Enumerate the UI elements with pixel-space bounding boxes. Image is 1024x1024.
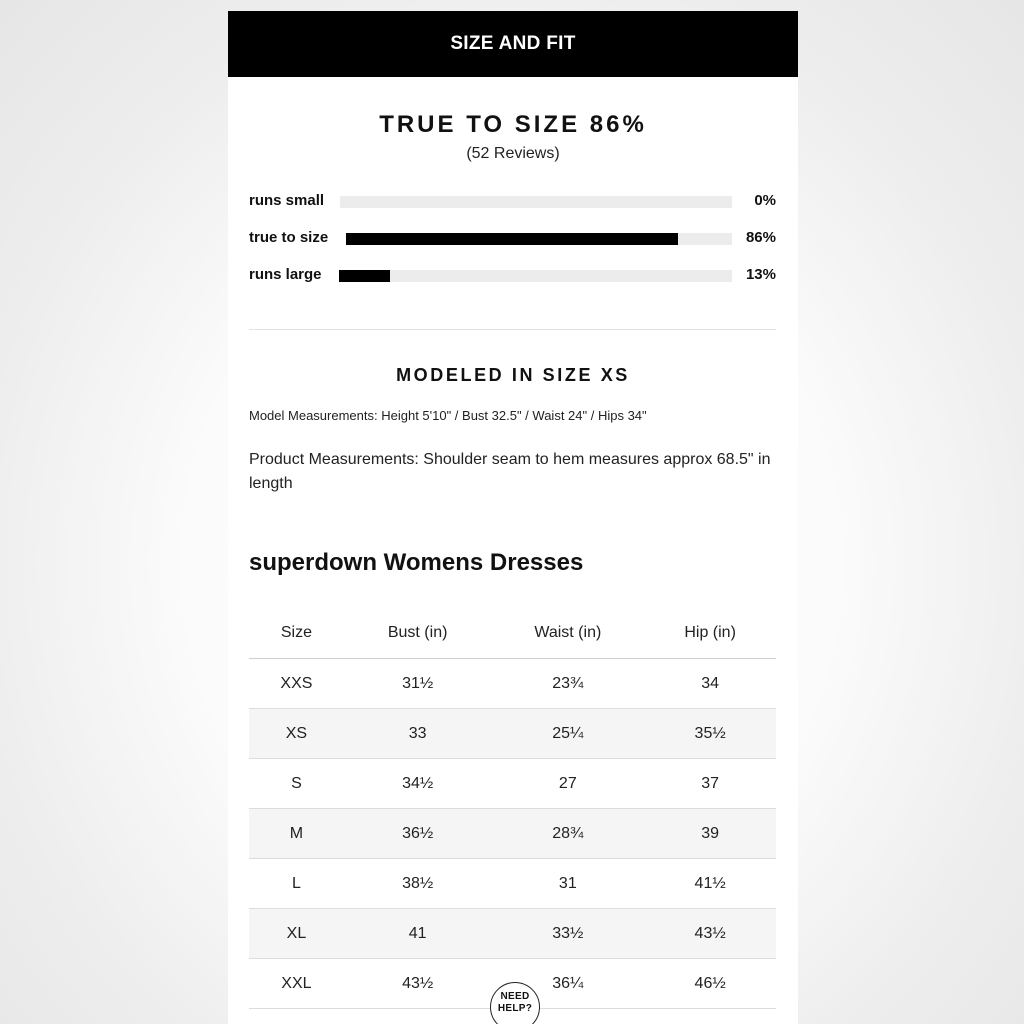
fit-row-label: true to size <box>249 229 329 246</box>
cell-waist: 27 <box>491 759 644 809</box>
column-header-waist: Waist (in) <box>491 608 644 659</box>
cell-size: M <box>249 809 344 859</box>
fit-bar-track <box>340 196 732 208</box>
fit-row-runs-small <box>249 191 776 211</box>
cell-size: XL <box>249 909 344 959</box>
need-help-button[interactable]: NEED HELP? <box>490 982 540 1024</box>
cell-hip: 34 <box>644 659 776 709</box>
cell-size: XS <box>249 709 344 759</box>
fit-row-runs-large <box>249 265 776 285</box>
size-chart-title: superdown Womens Dresses <box>249 549 584 576</box>
cell-hip: 43½ <box>644 909 776 959</box>
cell-bust: 33 <box>344 709 492 759</box>
cell-waist: 25¼ <box>491 709 644 759</box>
cell-hip: 37 <box>644 759 776 809</box>
cell-bust: 34½ <box>344 759 492 809</box>
table-row <box>249 809 776 859</box>
cell-waist: 31 <box>491 859 644 909</box>
fit-bar-fill <box>339 270 390 282</box>
fit-bar-fill <box>346 233 678 245</box>
column-header-hip: Hip (in) <box>644 608 776 659</box>
fit-row-percent: 0% <box>754 192 776 209</box>
size-and-fit-panel <box>228 11 798 1024</box>
fit-row-true-to-size <box>249 228 776 248</box>
fit-row-label: runs large <box>249 266 322 283</box>
fit-row-percent: 13% <box>745 266 776 283</box>
table-row <box>249 759 776 809</box>
fit-bar-track <box>339 270 732 282</box>
cell-waist: 23¾ <box>491 659 644 709</box>
fit-row-label: runs small <box>249 192 325 209</box>
cell-size: S <box>249 759 344 809</box>
cell-hip: 46½ <box>644 959 776 1009</box>
fit-bar-track <box>346 233 732 245</box>
cell-size: L <box>249 859 344 909</box>
product-measurements: Product Measurements: Shoulder seam to hem measures approx 68.5" in length <box>249 451 771 492</box>
fit-summary-title: TRUE TO SIZE 86% <box>379 111 647 138</box>
size-chart-table <box>249 608 776 1009</box>
panel-header <box>228 11 798 77</box>
cell-bust: 43½ <box>344 959 492 1009</box>
cell-size: XXS <box>249 659 344 709</box>
modeled-size-title: MODELED IN SIZE XS <box>396 365 630 385</box>
table-row <box>249 659 776 709</box>
panel-title: SIZE AND FIT <box>450 33 576 54</box>
cell-bust: 31½ <box>344 659 492 709</box>
cell-waist: 28¾ <box>491 809 644 859</box>
column-header-size: Size <box>249 608 344 659</box>
table-row <box>249 909 776 959</box>
cell-hip: 41½ <box>644 859 776 909</box>
review-count: (52 Reviews) <box>466 145 560 162</box>
cell-hip: 39 <box>644 809 776 859</box>
table-row <box>249 709 776 759</box>
cell-bust: 41 <box>344 909 492 959</box>
model-measurements: Model Measurements: Height 5'10" / Bust 32.5" / Waist 24" / Hips 34" <box>249 408 647 423</box>
cell-bust: 36½ <box>344 809 492 859</box>
cell-waist: 36¼ <box>491 959 644 1009</box>
column-header-bust: Bust (in) <box>344 608 492 659</box>
cell-bust: 38½ <box>344 859 492 909</box>
fit-row-percent: 86% <box>745 229 776 246</box>
table-row <box>249 859 776 909</box>
cell-hip: 35½ <box>644 709 776 759</box>
section-divider <box>249 329 776 330</box>
cell-size: XXL <box>249 959 344 1009</box>
cell-waist: 33½ <box>491 909 644 959</box>
table-header-row <box>249 608 776 659</box>
